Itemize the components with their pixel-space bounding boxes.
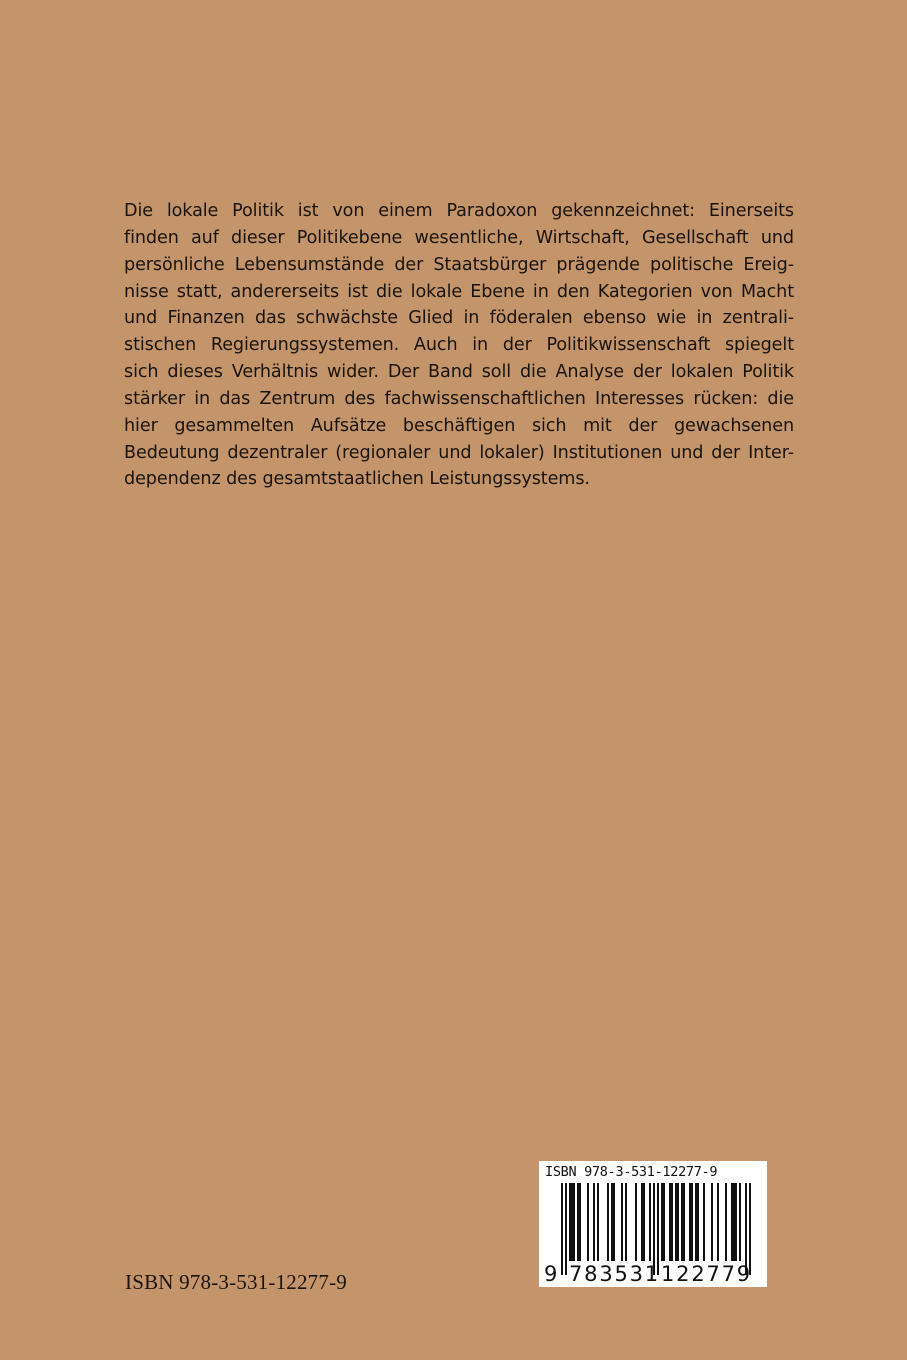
barcode-bar (587, 1183, 589, 1261)
barcode-bar (661, 1183, 663, 1261)
barcode-bar (697, 1183, 699, 1261)
barcode-bar (683, 1183, 685, 1261)
barcode-bar (597, 1183, 599, 1261)
barcode-bar (561, 1183, 563, 1275)
blurb-line: hier gesammelten Aufsätze beschäftigen sich mit der gewachsenen (124, 415, 794, 436)
barcode-bar (695, 1183, 697, 1261)
blurb-line: nisse statt, andererseits ist die lokale Ebene in den Kategorien von Macht (124, 281, 794, 302)
barcode-bar (565, 1183, 567, 1275)
barcode-bar (635, 1183, 637, 1261)
barcode-top-label: ISBN 978-3-531-12277-9 (545, 1164, 718, 1180)
blurb-line: Bedeutung dezentraler (regionaler und lokaler) Institutionen und der Inter- (124, 442, 794, 463)
barcode-digit-first: 9 (544, 1262, 558, 1286)
barcode-bar (681, 1183, 683, 1261)
isbn-barcode (539, 1161, 767, 1287)
barcode-bar (669, 1183, 671, 1261)
blurb-line: dependenz des gesamtstaatlichen Leistungssystems. (124, 469, 590, 490)
barcode-bar (621, 1183, 623, 1261)
barcode-bar (663, 1183, 665, 1261)
blurb-line: und Finanzen das schwächste Glied in föderalen ebenso wie in zentrali- (124, 308, 794, 329)
back-cover-blurb (124, 198, 794, 493)
barcode-bar (691, 1183, 693, 1261)
barcode-bar (611, 1183, 613, 1261)
blurb-line: Die lokale Politik ist von einem Paradoxon gekennzeichnet: Einerseits (124, 201, 794, 221)
barcode-bar (625, 1183, 627, 1261)
barcode-bar (677, 1183, 679, 1261)
barcode-bar (689, 1183, 691, 1261)
barcode-bar (607, 1183, 609, 1261)
blurb-line: finden auf dieser Politikebene wesentliche, Wirtschaft, Gesellschaft und (124, 227, 794, 248)
barcode-bar (579, 1183, 581, 1261)
barcode-bar (735, 1183, 737, 1261)
barcode-bar (703, 1183, 705, 1261)
blurb-line: persönliche Lebensumstände der Staatsbürger prägende politische Ereig- (124, 254, 794, 275)
barcode-bar (641, 1183, 643, 1261)
barcode-bar (733, 1183, 735, 1261)
barcode-bar (731, 1183, 733, 1261)
barcode-bar (569, 1183, 571, 1261)
barcode-bar (671, 1183, 673, 1261)
barcode-digits-left: 783531 (569, 1262, 660, 1286)
barcode-bar (643, 1183, 645, 1261)
barcode-bar (725, 1183, 727, 1261)
barcode-bar (573, 1183, 575, 1261)
barcode-digits-right: 122779 (661, 1262, 752, 1286)
barcode-bar (675, 1183, 677, 1261)
barcode-bar (739, 1183, 741, 1261)
barcode-bar (717, 1183, 719, 1261)
barcode-bar (577, 1183, 579, 1261)
barcode-bar (571, 1183, 573, 1261)
barcode-bar (649, 1183, 651, 1261)
barcode-bar (711, 1183, 713, 1261)
blurb-line: stärker in das Zentrum des fachwissenschaftlichen Interesses rücken: die (124, 388, 794, 409)
blurb-line: sich dieses Verhältnis wider. Der Band soll die Analyse der lokalen Politik (124, 362, 794, 383)
isbn-label: ISBN 978-3-531-12277-9 (125, 1270, 347, 1294)
barcode-bar (593, 1183, 595, 1261)
barcode-bar (613, 1183, 615, 1261)
blurb-line: stischen Regierungssystemen. Auch in der Politikwissenschaft spiegelt (124, 335, 794, 356)
